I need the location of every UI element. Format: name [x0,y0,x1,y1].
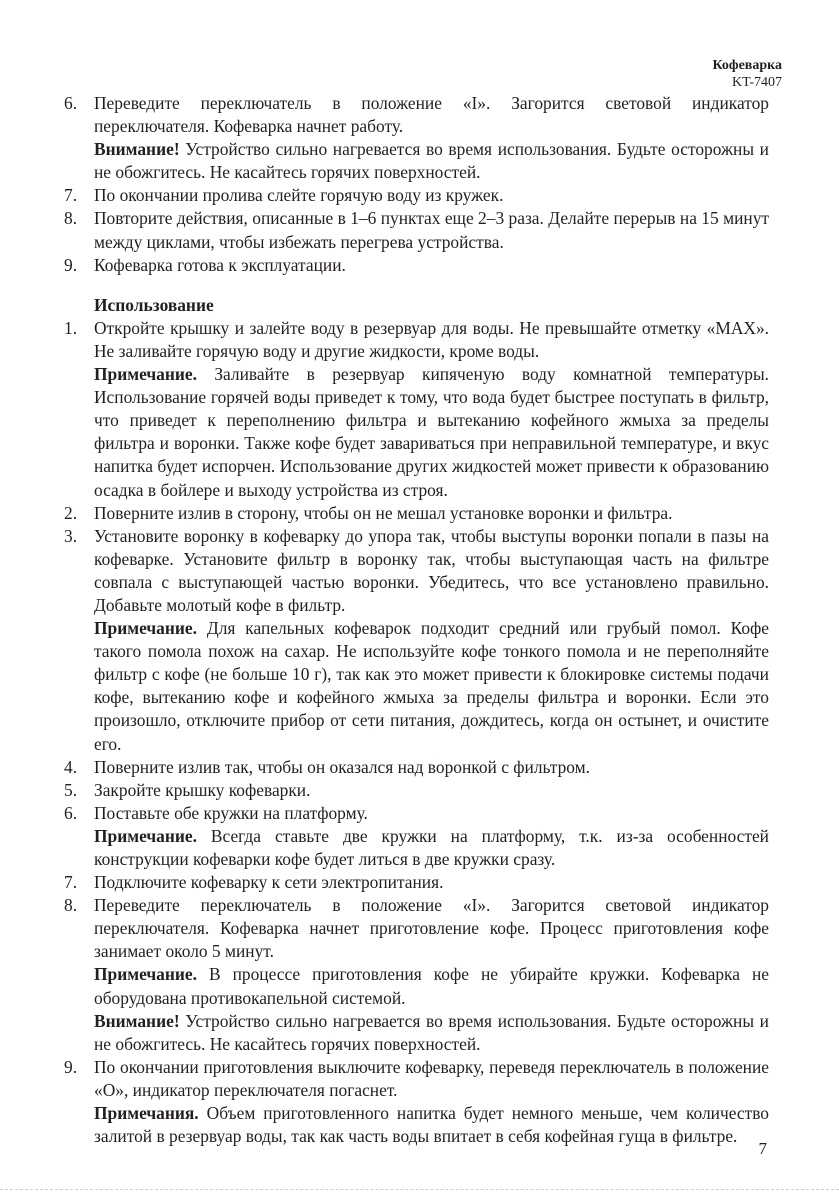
usage-note-8 [56,963,769,1009]
usage-step-5 [56,779,769,802]
step-number: 6. [64,93,78,113]
warning-label: Внимание! [94,1010,180,1031]
note-text: Для капельных кофеварок подходит средний или грубый помол. Кофе такого помола похож на сахар. Не используйте кофе тонкого помола и не переполняйте фильтр с кофе (не больше 10 г), так как это может привести к блокировке системы подачи кофе, вытеканию кофе и кофейного жмыха за пределы фильтра и воронки. Если это произошло, отключите прибор от сети питания, дождитесь, когда он остынет, и очистите его. [94,618,769,754]
prep-step-8 [56,207,769,253]
step-number: 3. [64,525,78,546]
step-number: 7. [64,185,78,206]
step-number: 2. [64,502,78,523]
step-text: Подключите кофеварку к сети электропитания. [94,872,444,893]
page-header [712,57,782,91]
usage-step-1 [56,317,769,363]
step-text: По окончании пролива слейте горячую воду из кружек. [94,185,504,206]
note-label: Примечания. [94,1103,199,1124]
step-text: Закройте крышку кофеварки. [94,779,311,800]
usage-step-6 [56,802,769,825]
usage-step-2 [56,502,769,525]
usage-step-4 [56,756,769,779]
manual-content [56,92,769,1148]
note-label: Примечание. [94,825,197,846]
step-number: 6. [64,802,78,823]
usage-step-7 [56,871,769,894]
usage-step-8 [56,894,769,963]
usage-step-9 [56,1056,769,1102]
header-model: KT-7407 [731,75,782,90]
step-text: Поверните излив в сторону, чтобы он не мешал установке воронки и фильтра. [94,502,673,523]
step-number: 5. [64,779,78,800]
page-number: 7 [758,1139,767,1158]
usage-warning-8 [56,1010,769,1056]
note-label: Примечание. [94,618,197,639]
section-title-usage: Использование [94,294,214,315]
warning-text: Устройство сильно нагревается во время использования. Будьте осторожны и не обожгитесь. Не касайтесь горячих поверхностей. [94,1010,769,1054]
usage-note-1 [56,363,769,502]
prep-step-7 [56,184,769,207]
usage-note-3 [56,617,769,756]
note-text: В процессе приготовления кофе не убирайте кружки. Кофеварка не оборудована противокапельной системой. [94,964,769,1008]
step-number: 4. [64,756,78,777]
step-number: 9. [64,1056,78,1077]
note-text: Заливайте в резервуар кипяченую воду комнатной температуры. Использование горячей воды приведет к тому, что вода будет быстрее поступать в фильтр, что приведет к переполнению фильтра и вытеканию кофейного жмыха за пределы фильтра и воронки. Также кофе будет завариваться при неправильной температуре, и вкус напитка будет испорчен. Использование других жидкостей может привести к образованию осадка в бойлере и выходу устройства из строя. [94,364,769,500]
prep-step-9 [56,254,769,277]
usage-note-9 [56,1102,769,1148]
step-number: 9. [64,254,78,275]
step-text: Кофеварка готова к эксплуатации. [94,254,346,275]
step-text: Поверните излив так, чтобы он оказался над воронкой с фильтром. [94,756,591,777]
prep-step-6 [56,92,769,138]
step-number: 8. [64,208,78,229]
note-label: Примечание. [94,964,197,985]
step-text: Переведите переключатель в положение «I». Загорится световой индикатор переключателя. Кофеварка начнет работу. [94,93,769,137]
warning-text: Устройство сильно нагревается во время использования. Будьте осторожны и не обожгитесь. Не касайтесь горячих поверхностей. [94,139,769,183]
step-text: Откройте крышку и залейте воду в резервуар для воды. Не превышайте отметку «MAX». Не заливайте горячую воду и другие жидкости, кроме воды. [94,317,769,361]
step-text: Переведите переключатель в положение «I». Загорится световой индикатор переключателя. Кофеварка начнет приготовление кофе. Процесс приготовления кофе занимает около 5 минут. [94,895,769,962]
step-text: Повторите действия, описанные в 1–6 пунктах еще 2–3 раза. Делайте перерыв на 15 минут между циклами, чтобы избежать перегрева устройства. [94,208,769,252]
step-text: Поставьте обе кружки на платформу. [94,802,368,823]
prep-warning [56,138,769,184]
step-number: 1. [64,317,78,338]
usage-note-6 [56,825,769,871]
usage-step-3 [56,525,769,617]
note-text: Всегда ставьте две кружки на платформу, т.к. из-за особенностей конструкции кофеварки кофе будет литься в две кружки сразу. [94,825,769,869]
note-label: Примечание. [94,364,197,385]
step-number: 8. [64,895,78,916]
page-bottom-divider [0,1189,839,1190]
step-text: Установите воронку в кофеварку до упора так, чтобы выступы воронки попали в пазы на кофеварке. Установите фильтр в воронку так, чтобы выступающая часть на фильтре совпала с выступающей частью воронки. Убедитесь, что все установлено правильно. Добавьте молотый кофе в фильтр. [94,525,769,615]
step-text: По окончании приготовления выключите кофеварку, переведя переключатель в положение «O», индикатор переключателя погаснет. [94,1056,769,1100]
header-brand: Кофеварка [712,58,782,73]
note-text: Объем приготовленного напитка будет немного меньше, чем количество залитой в резервуар воды, так как часть воды впитает в себя кофейная гуща в фильтре. [94,1103,769,1147]
step-number: 7. [64,872,78,893]
warning-label: Внимание! [94,139,180,160]
